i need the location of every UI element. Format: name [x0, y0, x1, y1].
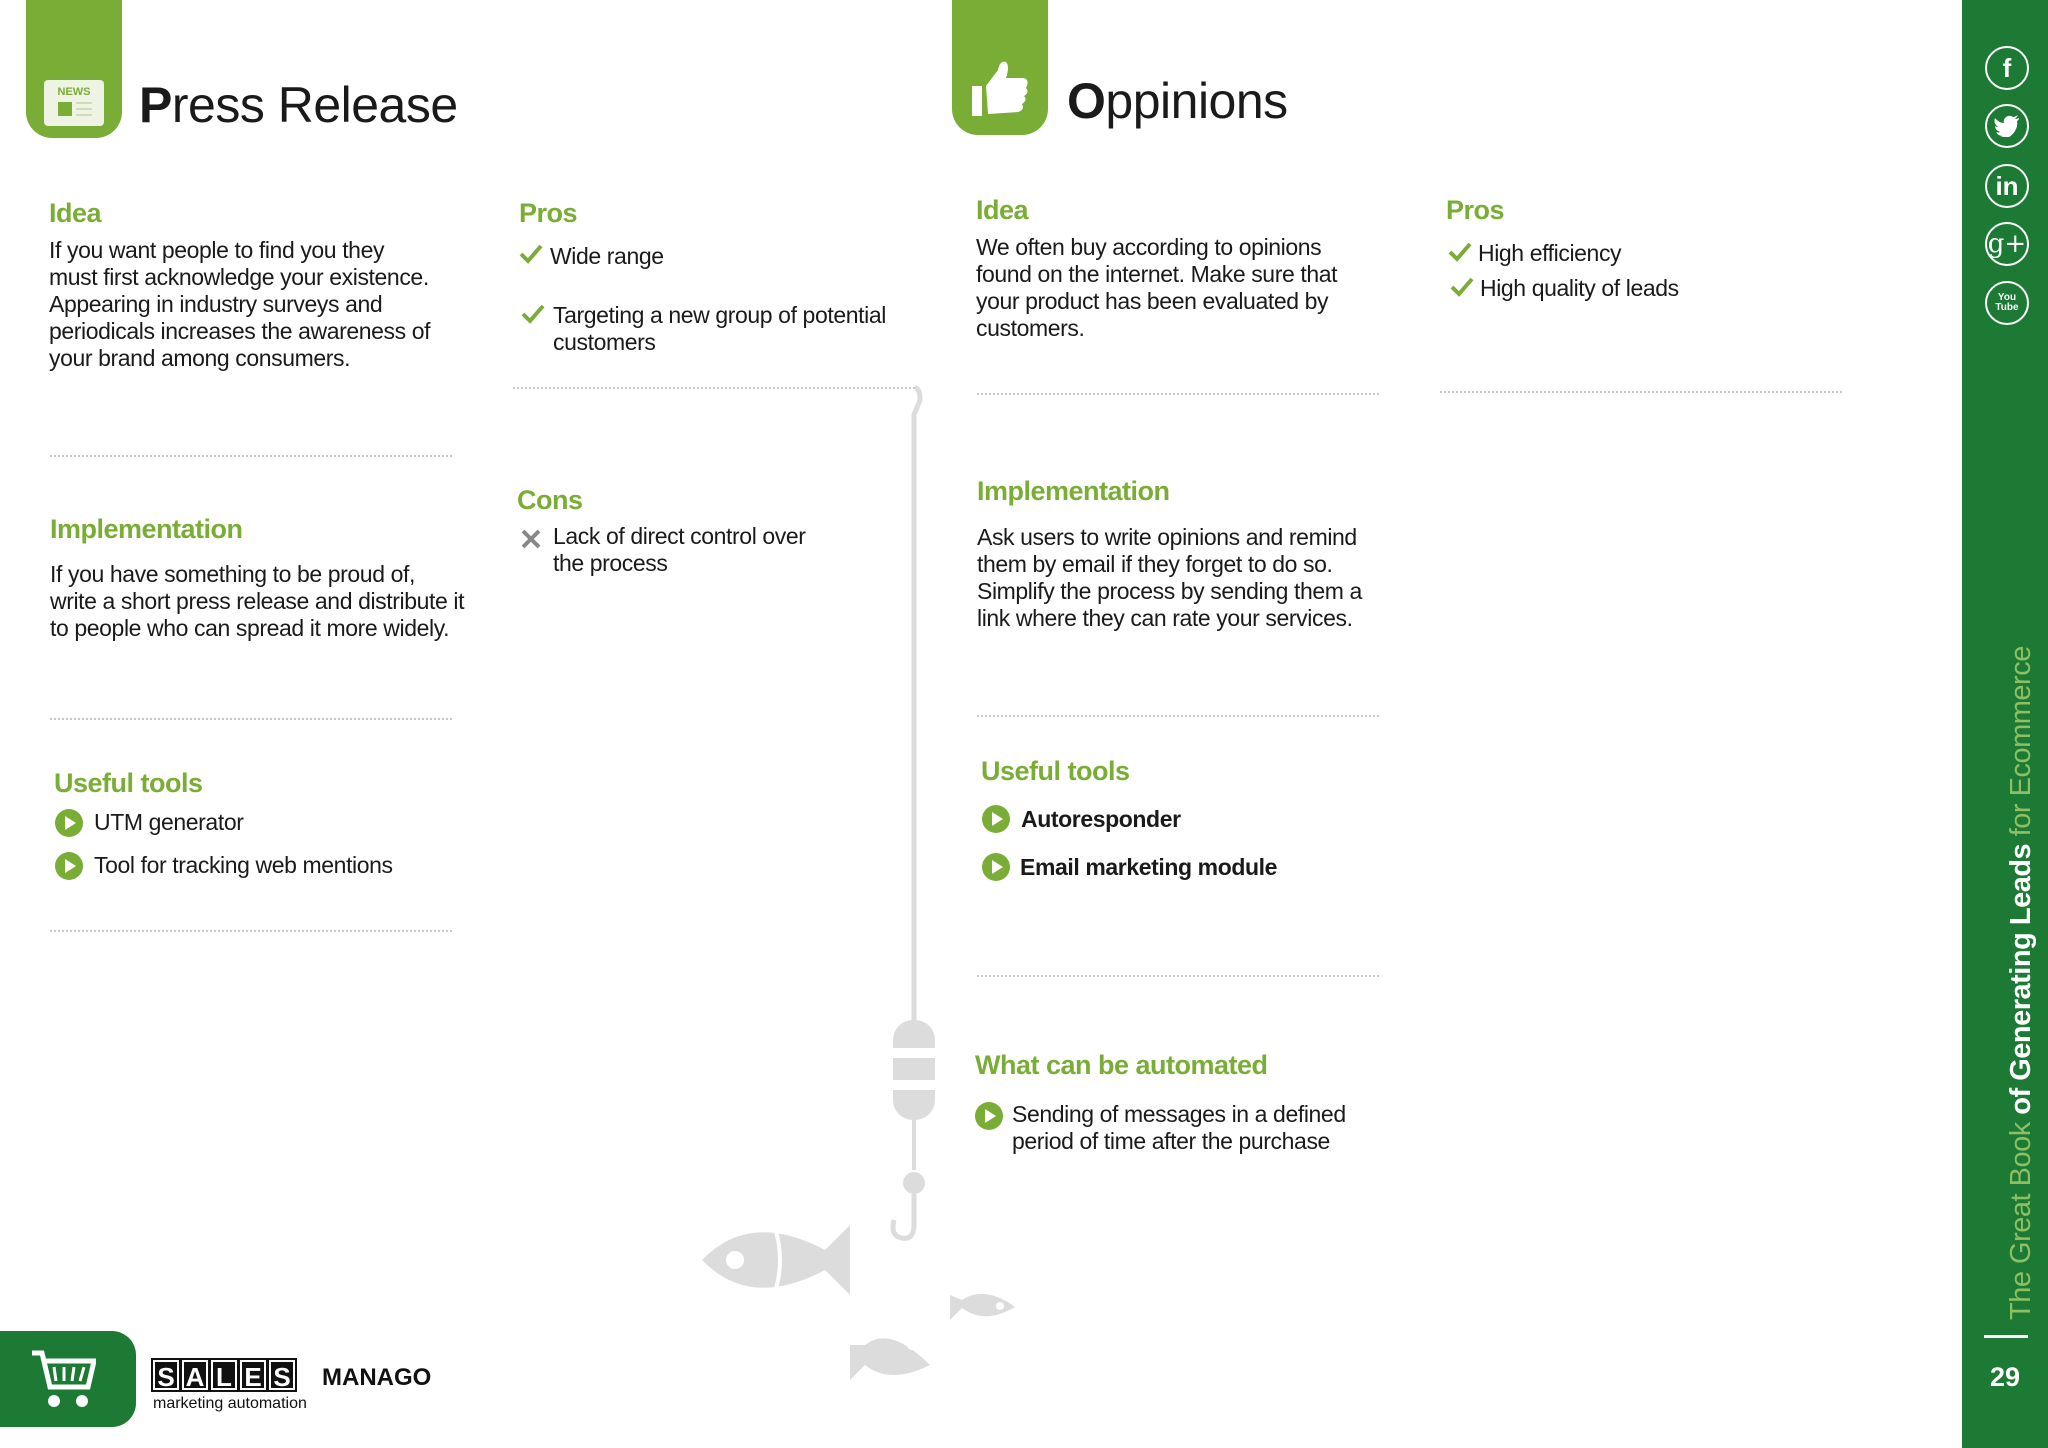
sidebar-divider — [1984, 1335, 2028, 1338]
book-title: The Great Book of Generating Leads for Ecommerce — [2005, 646, 2037, 1320]
right-pros-heading: Pros — [1446, 195, 1505, 225]
facebook-icon[interactable]: f — [1985, 46, 2029, 90]
right-pros-item: High efficiency — [1478, 240, 1622, 266]
right-tool-item: Autoresponder — [1021, 806, 1181, 832]
youtube-icon[interactable]: You Tube — [1985, 281, 2029, 325]
left-implementation-heading: Implementation — [50, 514, 243, 544]
google-plus-icon[interactable]: g+ — [1985, 222, 2029, 266]
thumbs-up-icon — [968, 58, 1032, 120]
cart-badge — [0, 1331, 136, 1427]
fish-icon — [702, 1225, 850, 1295]
right-implementation-text: Ask users to write opinions and remind them by email if they forget to do so. Simplify the process by sending them a link where they can rate your services. — [977, 524, 1362, 631]
small-fish-icon — [850, 1338, 930, 1380]
right-automated-heading: What can be automated — [975, 1050, 1268, 1080]
linkedin-icon[interactable]: in — [1985, 164, 2029, 208]
shopping-cart-icon — [30, 1347, 96, 1411]
left-pros-item: Targeting a new group of potential customers — [553, 302, 886, 355]
right-pros-item: High quality of leads — [1480, 275, 1679, 301]
play-bullet-icon — [982, 805, 1010, 833]
left-tools-heading: Useful tools — [54, 768, 203, 798]
news-icon — [44, 80, 104, 126]
checkmark-icon — [1448, 241, 1472, 263]
left-idea-text: If you want people to find you they must first acknowledge your existence. Appearing in industry surveys and periodicals increases the awareness of your brand among consumers. — [49, 237, 431, 371]
right-tool-item: Email marketing module — [1020, 854, 1278, 880]
right-automated-item: Sending of messages in a defined period of time after the purchase — [1012, 1101, 1346, 1154]
checkmark-icon — [521, 303, 545, 325]
left-cons-heading: Cons — [517, 485, 583, 515]
play-bullet-icon — [55, 809, 83, 837]
play-bullet-icon — [55, 852, 83, 880]
checkmark-icon — [519, 243, 543, 265]
right-implementation-heading: Implementation — [977, 476, 1170, 506]
left-tool-item: UTM generator — [94, 809, 244, 835]
left-divider-3 — [50, 930, 452, 932]
cross-icon — [520, 528, 542, 550]
news-label: NEWS — [57, 86, 91, 98]
left-implementation-text: If you have something to be proud of, write a short press release and distribute it to people who can spread it more widely. — [50, 561, 465, 641]
left-idea-heading: Idea — [49, 198, 102, 228]
right-divider-3 — [977, 975, 1379, 977]
right-tools-heading: Useful tools — [981, 756, 1130, 786]
bobber-icon — [893, 1020, 935, 1120]
tiny-fish-icon — [950, 1294, 1015, 1320]
play-bullet-icon — [982, 853, 1010, 881]
right-divider-2 — [977, 715, 1379, 717]
left-divider-1 — [50, 455, 452, 457]
opinions-tab — [952, 0, 1048, 135]
right-divider-1 — [977, 393, 1379, 395]
opinions-title: Oppinions — [1067, 73, 1288, 129]
logo-tagline: marketing automation — [153, 1395, 307, 1412]
press-release-title: Press Release — [139, 77, 458, 133]
right-idea-heading: Idea — [976, 195, 1029, 225]
left-cons-item: Lack of direct control over the process — [553, 523, 806, 576]
press-release-tab — [26, 0, 122, 138]
play-bullet-icon — [975, 1102, 1003, 1130]
left-pros-item: Wide range — [550, 243, 664, 269]
left-divider-2 — [50, 718, 452, 720]
right-pros-divider — [1440, 391, 1842, 393]
page-number: 29 — [1989, 1362, 2021, 1392]
twitter-icon[interactable] — [1985, 104, 2029, 148]
left-tool-item: Tool for tracking web mentions — [94, 852, 393, 878]
right-idea-text: We often buy according to opinions found on the internet. Make sure that your product has been evaluated by customers. — [976, 234, 1338, 341]
logo-word: MANAGO — [322, 1364, 432, 1391]
salesmanago-logo: S A L E S — [153, 1360, 295, 1390]
checkmark-icon — [1450, 276, 1474, 298]
left-pros-heading: Pros — [519, 198, 578, 228]
